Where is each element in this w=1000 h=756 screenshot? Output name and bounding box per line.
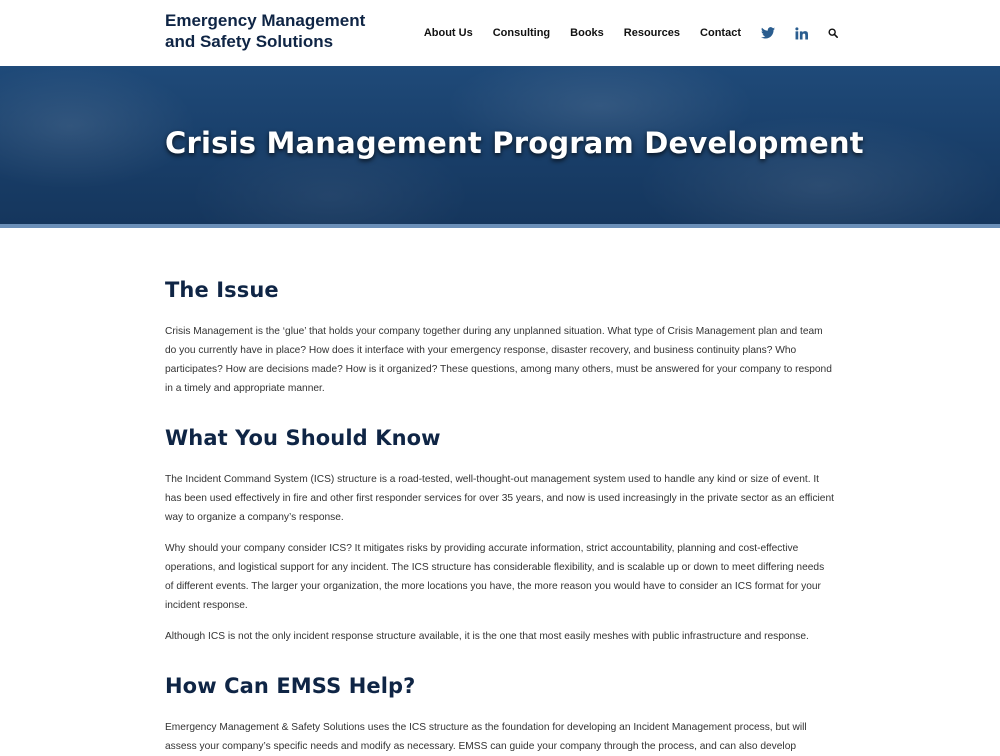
nav-about-us[interactable]: About Us xyxy=(423,27,473,39)
nav-contact[interactable]: Contact xyxy=(700,27,741,39)
site-header xyxy=(0,0,1000,66)
paragraph: Crisis Management is the ‘glue’ that holds your company together during any unplanned situation. What type of Crisis Management plan and team do you currently have in place? How does it interface with your emergency response, disaster recovery, and business continuity plans? Who participates? How are decisions made? How is it organized? These questions, among many others, must be answered for your company to respond in a timely and appropriate manner. xyxy=(165,326,832,394)
brand-line-2: and Safety Solutions xyxy=(165,32,334,51)
brand-line-1: Emergency Management xyxy=(165,11,366,30)
search-icon[interactable] xyxy=(828,28,838,38)
paragraph: The Incident Command System (ICS) structure is a road-tested, well-thought-out management system used to handle any kind or size of event. It has been used effectively in fire and other first responder services for over 35 years, and now is used increasingly in the private sector as an efficient way to organize a company’s response. xyxy=(165,474,834,523)
nav-resources[interactable]: Resources xyxy=(623,27,681,39)
nav-consulting[interactable]: Consulting xyxy=(492,27,551,39)
linkedin-icon[interactable] xyxy=(795,27,808,40)
nav-books[interactable]: Books xyxy=(570,27,604,39)
hero-banner xyxy=(0,66,1000,228)
twitter-icon[interactable] xyxy=(761,27,775,39)
section-title-what-you-should-know: What You Should Know xyxy=(165,426,441,450)
paragraph: Although ICS is not the only incident response structure available, it is the one that most easily meshes with public infrastructure and response. xyxy=(165,631,809,642)
paragraph: Why should your company consider ICS? It mitigates risks by providing accurate information, strict accountability, planning and cost-effective operations, and logistical support for any incident. The ICS structure has considerable flexibility, and is scalable up or down to meet differing needs of different events. The larger your organization, the more locations you have, the more reason you would have to consider an ICS format for your incident response. xyxy=(165,543,825,611)
main-nav xyxy=(424,22,838,44)
section-title-the-issue: The Issue xyxy=(165,278,279,302)
paragraph: Emergency Management & Safety Solutions uses the ICS structure as the foundation for developing an Incident Management process, but will assess your company’s specific needs and modify as necessary. EMSS can guide your company through the process, and can also develop xyxy=(165,722,807,752)
site-logo-text[interactable] xyxy=(165,10,365,52)
page-title: Crisis Management Program Development xyxy=(165,126,864,160)
section-title-how-can-emss-help: How Can EMSS Help? xyxy=(165,674,416,698)
